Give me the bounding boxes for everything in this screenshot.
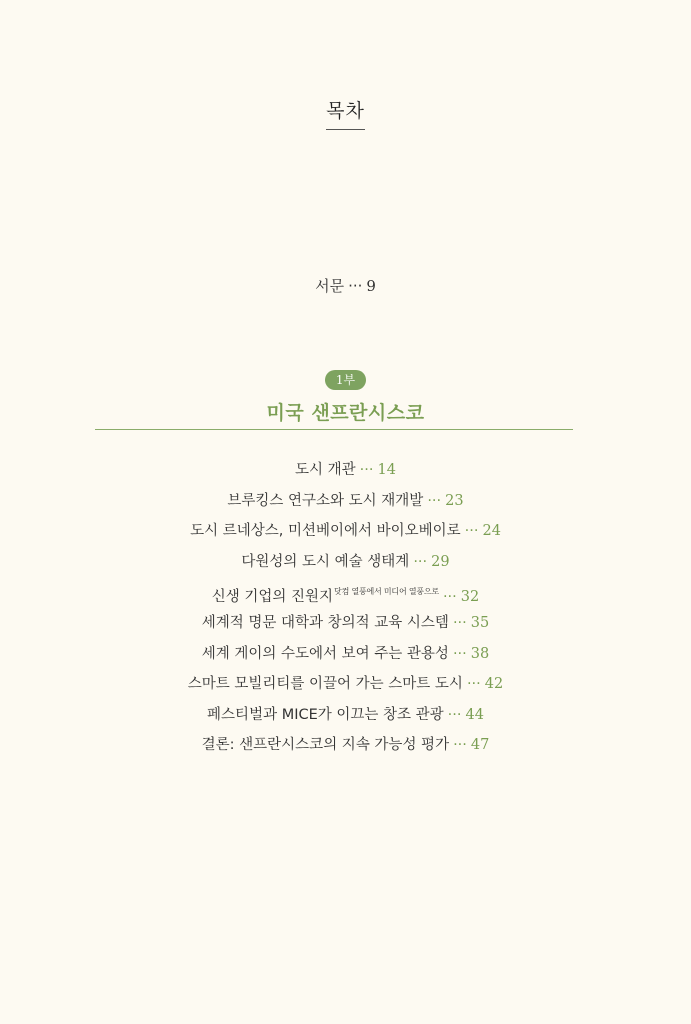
preface-separator: ··· <box>348 277 363 295</box>
chapter-entry[interactable] <box>0 703 691 734</box>
preface-page-number: 9 <box>366 277 376 295</box>
chapter-page-number: 38 <box>470 645 490 662</box>
chapter-list <box>0 458 691 764</box>
chapter-entry[interactable] <box>0 611 691 642</box>
chapter-separator: ··· <box>452 614 467 631</box>
chapter-title: 세계적 명문 대학과 창의적 교육 시스템 <box>201 614 449 631</box>
chapter-title: 세계 게이의 수도에서 보여 주는 관용성 <box>201 645 449 662</box>
chapter-separator: ··· <box>452 645 467 662</box>
chapter-title: 스마트 모빌리티를 이끌어 가는 스마트 도시 <box>187 676 463 693</box>
chapter-separator: ··· <box>466 676 481 693</box>
chapter-page-number: 44 <box>465 706 484 723</box>
chapter-separator: ··· <box>464 523 479 540</box>
chapter-entry[interactable] <box>0 458 691 489</box>
chapter-page-number: 47 <box>470 737 490 754</box>
chapter-title: 도시 르네상스, 미션베이에서 바이오베이로 <box>190 523 461 540</box>
chapter-separator: ··· <box>447 706 462 723</box>
chapter-entry[interactable] <box>0 550 691 581</box>
toc-heading-text: 목차 <box>326 96 365 130</box>
part-title: 미국 샌프란시스코 <box>266 402 425 424</box>
chapter-separator: ··· <box>453 737 467 754</box>
chapter-entry[interactable] <box>0 580 691 611</box>
chapter-separator: ··· <box>359 462 374 478</box>
preface-entry[interactable] <box>0 275 691 296</box>
chapter-title: 신생 기업의 진원지 <box>211 589 334 606</box>
chapter-title: 브루킹스 연구소와 도시 재개발 <box>227 492 424 509</box>
part-badge-container <box>0 369 691 390</box>
chapter-separator: ··· <box>413 553 428 570</box>
chapter-entry[interactable] <box>0 642 691 673</box>
chapter-entry[interactable] <box>0 489 691 520</box>
chapter-page-number: 24 <box>482 523 501 540</box>
chapter-title: 결론: 샌프란시스코의 지속 가능성 평가 <box>201 737 450 754</box>
chapter-page-number: 23 <box>445 492 464 509</box>
chapter-subtitle: 닷컴 열풍에서 미디어 열풍으로 <box>334 587 439 597</box>
preface-title: 서문 <box>315 277 345 295</box>
chapter-page-number: 32 <box>460 589 480 606</box>
chapter-entry[interactable] <box>0 733 691 764</box>
part-badge: 1부 <box>325 370 366 390</box>
chapter-page-number: 35 <box>470 614 490 631</box>
chapter-page-number: 14 <box>377 462 396 478</box>
chapter-separator: ··· <box>427 492 442 509</box>
chapter-page-number: 42 <box>484 676 504 693</box>
chapter-entry[interactable] <box>0 672 691 703</box>
chapter-title: 다원성의 도시 예술 생태계 <box>241 553 410 570</box>
chapter-separator: ··· <box>442 589 457 606</box>
toc-heading <box>0 96 691 130</box>
chapter-title: 페스티벌과 MICE가 이끄는 창조 관광 <box>207 706 444 723</box>
chapter-entry[interactable] <box>0 519 691 550</box>
chapter-page-number: 29 <box>431 553 450 570</box>
chapter-title: 도시 개관 <box>295 462 356 478</box>
part-divider <box>95 429 573 430</box>
